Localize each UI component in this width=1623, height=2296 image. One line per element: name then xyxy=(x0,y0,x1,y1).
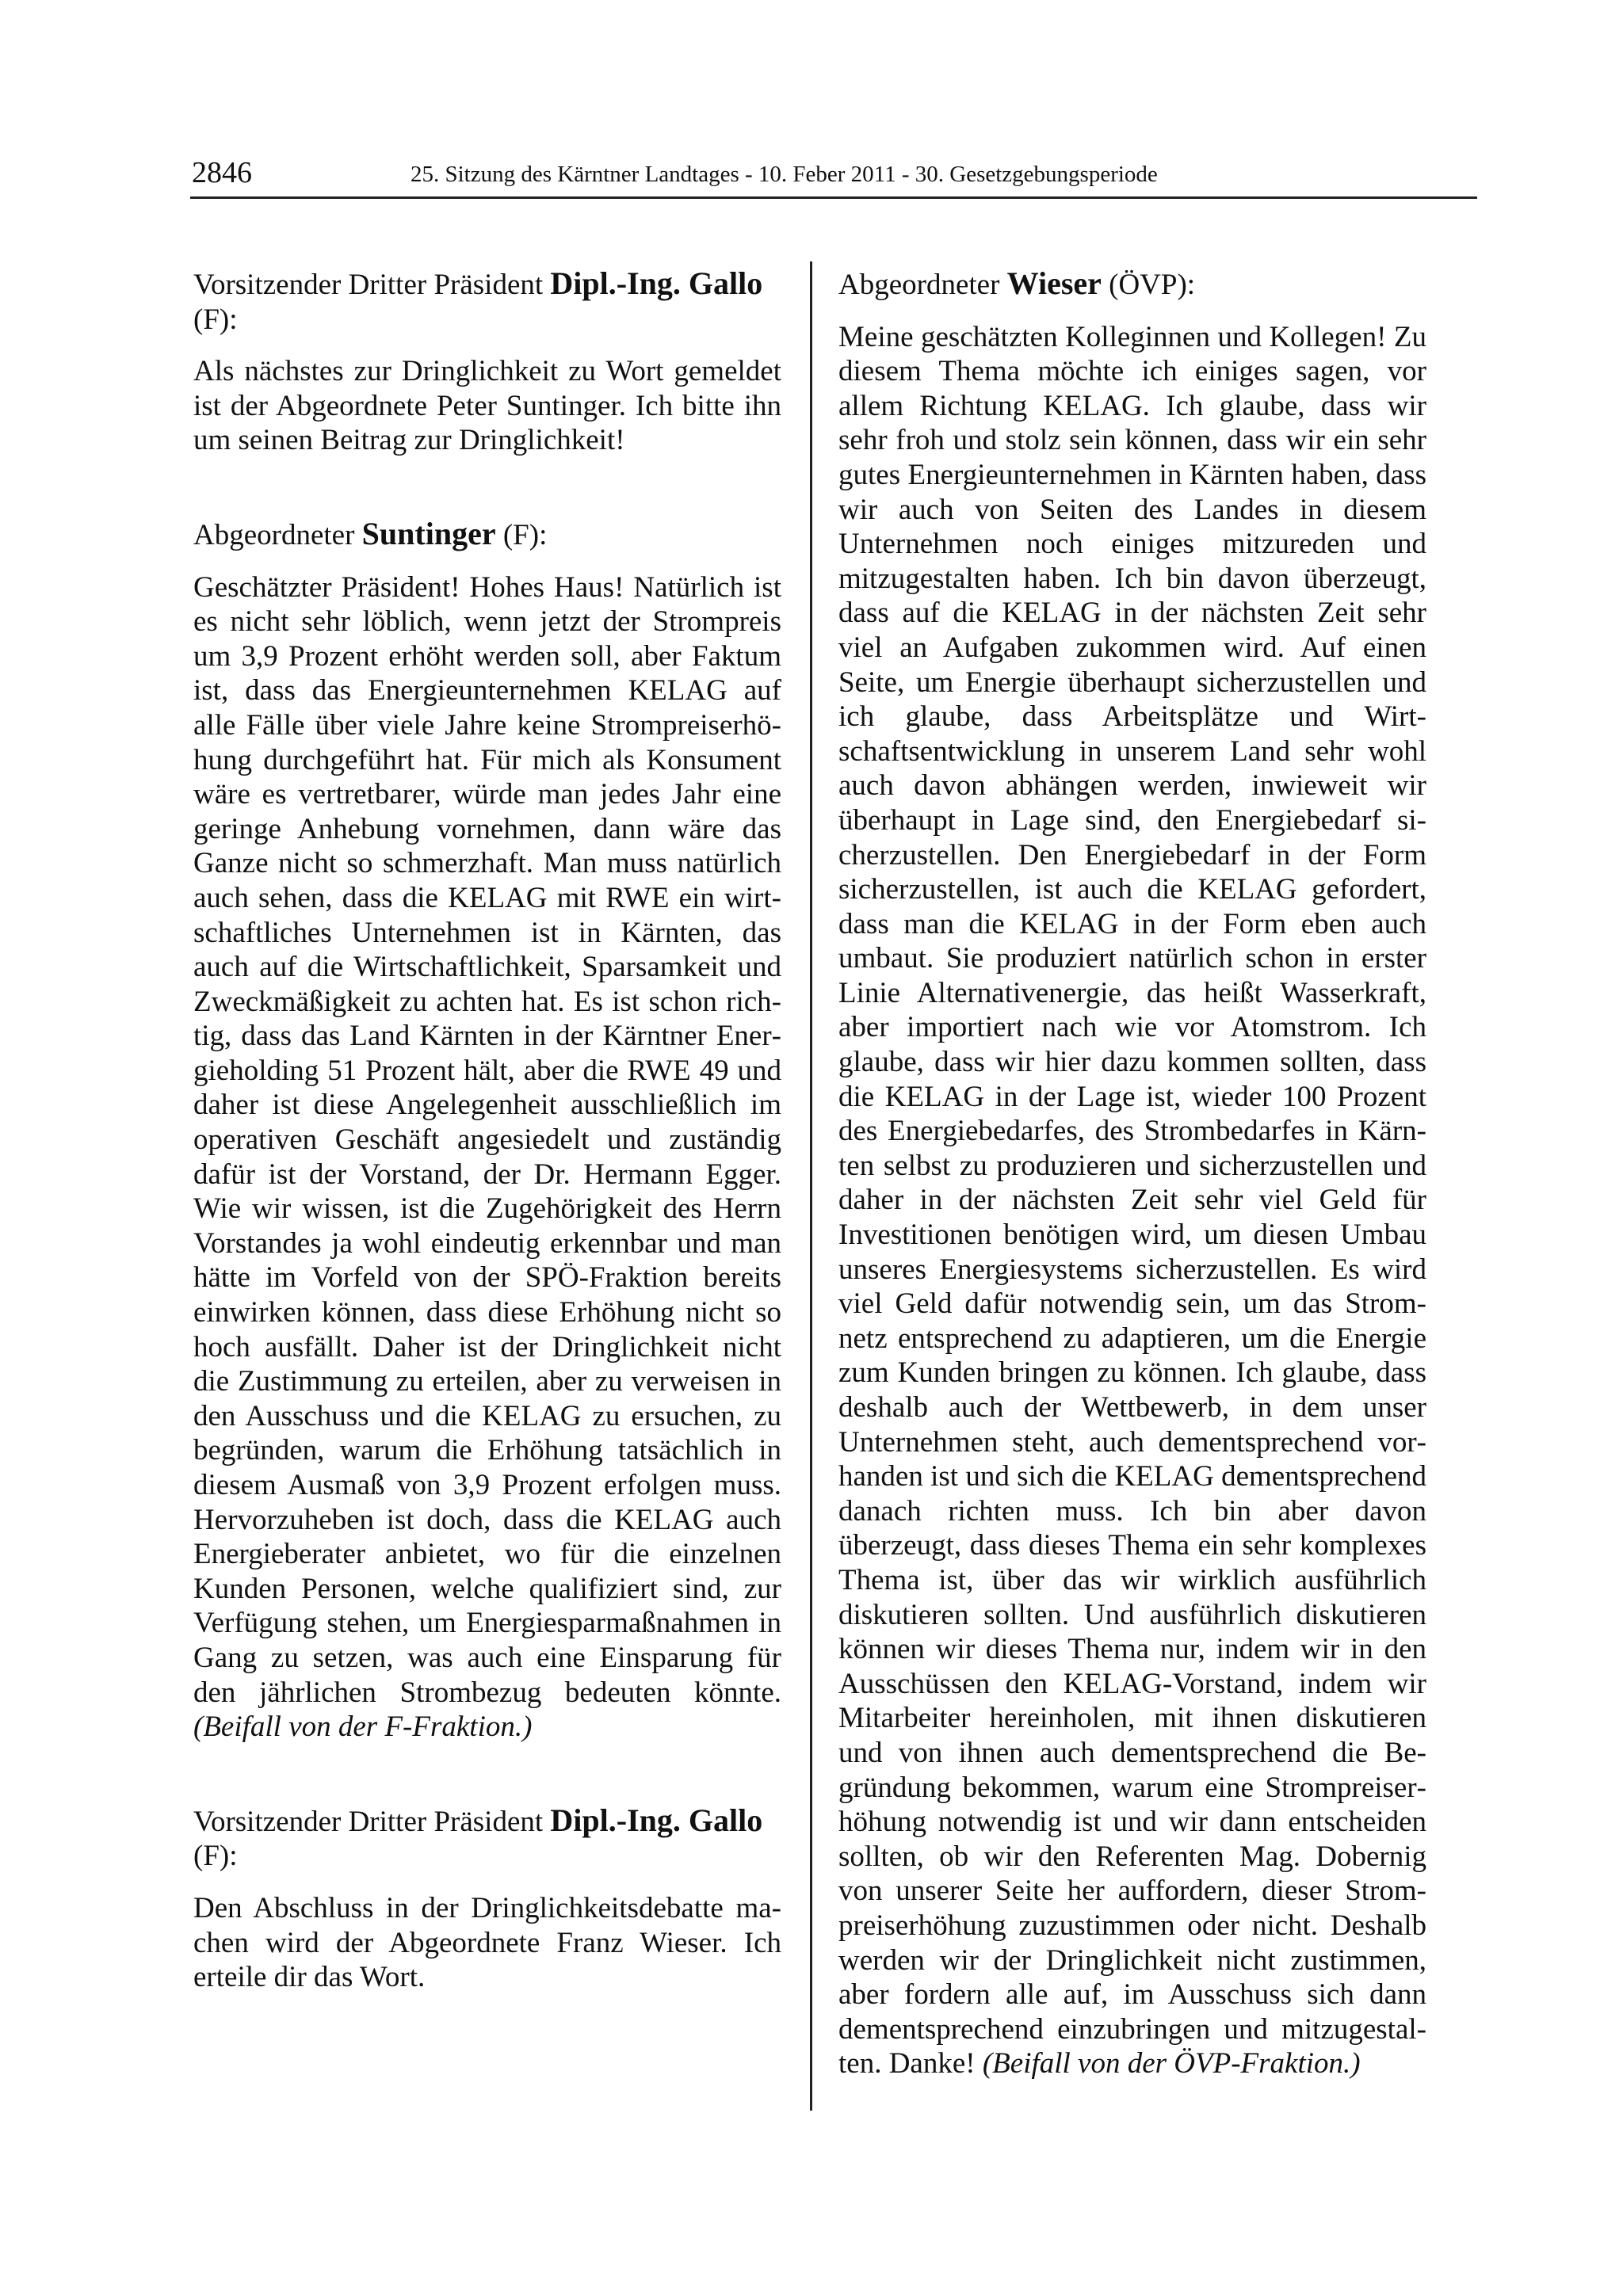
paragraph-wieser: Meine geschätzten Kolleginnen und Kollegen! Zu diesem Thema möchte ich einiges sagen, vor allem Richtung KELAG. Ich glaube, dass wir sehr froh und stolz sein können, dass wir ein sehr gutes Energieunternehmen in Kärnten haben, dass wir auch von Seiten des Landes in diesem Unternehmen noch einiges mitzureden und mitzugestalten haben. Ich bin davon überzeugt, dass auf die KELAG in der nächsten Zeit sehr viel an Aufgaben zukommen wird. Auf einen Seite, um Energie überhaupt sicherzustellen und ich glaube, dass Arbeitsplätze und Wirtschaftsentwicklung in unserem Land sehr wohl auch davon abhängen werden, inwieweit wir überhaupt in Lage sind, den Energiebedarf sicherzustellen. Den Energiebedarf in der Form sicherzustellen, ist auch die KELAG gefordert, dass man die KELAG in der Form eben auch umbaut. Sie produziert natürlich schon in erster Linie Alternativenergie, das heißt Wasserkraft, aber importiert nach wie vor Atomstrom. Ich glaube, dass wir hier dazu kommen sollten, dass die KELAG in der Lage ist, wieder 100 Prozent des Energiebedarfes, des Strombedarfes in Kärnten selbst zu produzieren und sicherzustellen und daher in der nächsten Zeit sehr viel Geld für Investitionen benötigen wird, um diesen Umbau unseres Energiesystems sicherzustellen. Es wird viel Geld dafür notwendig sein, um das Stromnetz entsprechend zu adaptieren, um die Energie zum Kunden bringen zu können. Ich glaube, dass deshalb auch der Wettbewerb, in dem unser Unternehmen steht, auch dementsprechend vorhanden ist und sich die KELAG dementsprechend danach richten muss. Ich bin aber davon überzeugt, dass dieses Thema ein sehr komplexes Thema ist, über das wir wirklich ausführlich diskutieren sollten. Und ausführlich diskutieren können wir dieses Thema nur, indem wir in den Ausschüssen den KELAG-Vorstand, indem wir Mitarbeiter hereinholen, mit ihnen diskutieren und von ihnen auch dementsprechend die Begründung bekommen, warum eine Strompreiserhöhung notwendig ist und wir dann entscheiden sollten, ob wir den Referenten Mag. Dobernig von unserer Seite her auffordern, dieser Strompreiserhöhung zuzustimmen oder nicht. Deshalb werden wir der Dringlichkeit nicht zustimmen, aber fordern alle auf, im Ausschuss sich dann dementsprechend einzubringen und mitzugestalten. Danke! (Beifall von der ÖVP-Fraktion.) xyxy=(838,320,1426,2081)
applause-note: (Beifall von der F-Fraktion.) xyxy=(193,1711,533,1744)
applause-note: (Beifall von der ÖVP-Fraktion.) xyxy=(982,2047,1361,2081)
speaker-heading-wieser: Abgeordneter Wieser (ÖVP): xyxy=(838,265,1196,301)
page-number: 2846 xyxy=(192,156,252,189)
speaker-heading-suntinger: Abgeordneter Suntinger (F): xyxy=(193,515,548,551)
paragraph-gallo-1: Als nächstes zur Dringlichkeit zu Wort gemeldet ist der Abgeordnete Peter Suntinger. Ich bitte ihn um seinen Beitrag zur Dringlichkeit! xyxy=(193,355,781,457)
speaker-heading-gallo-2: Vorsitzender Dritter Präsident Dipl.-Ing. Gallo (F): xyxy=(193,1802,763,1873)
paragraph-gallo-2: Den Abschluss in der Dringlichkeitsdebatte machen wird der Abgeordnete Franz Wieser. Ich erteile dir das Wort. xyxy=(193,1891,781,1994)
page-header xyxy=(190,152,1477,199)
left-column xyxy=(193,266,781,1995)
running-title: 25. Sitzung des Kärntner Landtages - 10. Feber 2011 - 30. Gesetzgebungsperiode xyxy=(411,162,1158,187)
speaker-heading-gallo-1: Vorsitzender Dritter Präsident Dipl.-Ing. Gallo (F): xyxy=(193,265,763,336)
paragraph-suntinger: Geschätzter Präsident! Hohes Haus! Natürlich ist es nicht sehr löblich, wenn jetzt der Strompreis um 3,9 Prozent erhöht werden soll, aber Faktum ist, dass das Energieunternehmen KELAG auf alle Fälle über viele Jahre keine Strompreiserhöhung durchgeführt hat. Für mich als Konsument wäre es vertretbarer, würde man jedes Jahr eine geringe Anhebung vornehmen, dann wäre das Ganze nicht so schmerzhaft. Man muss natürlich auch sehen, dass die KELAG mit RWE ein wirtschaftliches Unternehmen ist in Kärnten, das auch auf die Wirtschaftlichkeit, Sparsamkeit und Zweckmäßigkeit zu achten hat. Es ist schon richtig, dass das Land Kärnten in der Kärntner Energieholding 51 Prozent hält, aber die RWE 49 und daher ist diese Angelegenheit ausschließlich im operativen Geschäft angesiedelt und zuständig dafür ist der Vorstand, der Dr. Hermann Egger. Wie wir wissen, ist die Zugehörigkeit des Herrn Vorstandes ja wohl eindeutig erkennbar und man hätte im Vorfeld von der SPÖ-Fraktion bereits einwirken können, dass diese Erhöhung nicht so hoch ausfällt. Daher ist der Dringlichkeit nicht die Zustimmung zu erteilen, aber zu verweisen in den Ausschuss und die KELAG zu ersuchen, zu begründen, warum die Erhöhung tatsächlich in diesem Ausmaß von 3,9 Prozent erfolgen muss. Hervorzuheben ist doch, dass die KELAG auch Energieberater anbietet, wo für die einzelnen Kunden Personen, welche qualifiziert sind, zur Verfügung stehen, um Energiesparmaßnahmen in Gang zu setzen, was auch eine Einsparung für den jährlichen Strombezug bedeuten könnte. (Beifall von der F-Fraktion.) xyxy=(193,570,781,1744)
column-divider xyxy=(810,261,812,2111)
right-column xyxy=(838,266,1426,2081)
